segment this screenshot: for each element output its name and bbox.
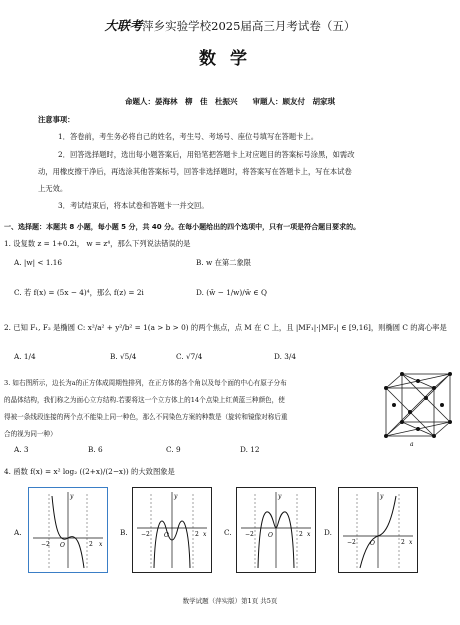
page-footer: 数学试题（萍实版）第1页 共5页 [182,597,278,605]
q3-option-c[interactable]: C. 9 [166,445,181,454]
q2-option-c[interactable]: C. √7/4 [176,352,203,361]
svg-text:−2: −2 [245,531,254,538]
svg-text:O: O [60,542,65,549]
svg-text:−2: −2 [141,531,150,538]
svg-text:−2: −2 [41,541,50,548]
note-2a: 2．回答选择题时，选出每小题答案后，用铅笔把答题卡上对应题目的答案标号涂黑，如需改 [58,150,355,159]
q2-option-a[interactable]: A. 1/4 [14,352,36,361]
q1-option-b[interactable]: B. w 在第二象限 [196,258,252,267]
q1-option-c[interactable]: C. 若 f(x) = (5x − 4)⁴，那么 f(z) = 2i [14,288,144,297]
q3-line-1: 3. 如右图所示，边长为a的正方体成周期性排列，在正方体的各个角以及每个面的中心有原子分布 [4,379,287,387]
svg-text:x: x [203,531,207,538]
authors-line: 命题人：晏海林 柳 佳 杜振兴 审题人：顾友付 胡家琪 [125,97,335,106]
q4-option-b-label[interactable]: B. [120,528,128,537]
subject-title: 数学 [199,49,261,69]
q3-line-4: 合的视为同一种） [4,430,57,438]
fcc-cube-figure [382,370,454,448]
q2-option-b[interactable]: B. √5/4 [110,352,137,361]
svg-text:O: O [268,532,273,539]
note-2b: 动，用橡皮擦干净后，再选涂其他答案标号，回答非选择题时，将答案写在答题卡上，写在本试卷 [38,167,352,176]
q4-option-c-label[interactable]: C. [224,528,232,537]
svg-text:2: 2 [89,541,93,548]
svg-text:x: x [409,539,413,546]
q4-graph-a[interactable] [28,487,108,573]
q3-stem [4,375,382,443]
svg-text:x: x [99,541,103,548]
q3-option-d[interactable]: D. 12 [240,445,260,454]
q3-option-a[interactable]: A. 3 [14,445,29,454]
svg-text:−2: −2 [347,539,356,546]
note-2c: 上无效。 [38,184,68,193]
svg-text:2: 2 [299,531,303,538]
note-1: 1．答卷前，考生务必将自己的姓名，考生号、考场号、座位号填写在答题卡上。 [58,132,319,141]
q4-option-d-label[interactable]: D. [324,528,332,537]
notes-title: 注意事项： [38,115,75,124]
q1-option-a[interactable]: A. |w| < 1.16 [14,258,63,267]
q4-graph-b[interactable] [132,487,212,573]
q4-option-a-label[interactable]: A. [14,528,22,537]
q3-line-2: 的晶体结构，我们称之为面心立方结构.若要将这一个立方体上的14个点染上红黄蓝三种颜色，使 [4,396,285,404]
q1-option-d[interactable]: D. (w̄ − 1/w)/w̄ ∈ Q [196,288,267,297]
q4-graph-c[interactable] [236,487,316,573]
q2-stem: 2. 已知 F₁, F₂ 是椭圆 C: x²/a² + y²/b² = 1(a > b > 0) 的两个焦点，点 M 在 C 上，且 |MF₁|·|MF₂| ∈ [9,16]，则椭圆 C 的离心率是 [4,323,447,332]
section-1-heading: 一、选择题：本题共 8 小题，每小题 5 分，共 40 分。在每小题给出的四个选项中，只有一项是符合题目要求的。 [4,223,361,231]
q1-stem: 1. 设复数 z = 1+0.2i， w = z⁴，那么下列说法错误的是 [4,239,191,248]
cube-edge-label: a [410,441,414,448]
q4-graph-d[interactable] [338,487,418,573]
note-3: 3．考试结束后，将本试卷和答题卡一并交回。 [58,201,209,210]
exam-title: 萍乡实验学校2025届高三月考试卷（五） [142,19,356,33]
q4-stem: 4. 函数 f(x) = x² log₂ ((2+x)/(2−x)) 的大致图象是 [4,467,175,476]
svg-text:2: 2 [195,531,199,538]
svg-text:y: y [174,493,178,500]
svg-text:2: 2 [401,539,405,546]
q3-option-b[interactable]: B. 6 [88,445,103,454]
q2-option-d[interactable]: D. 3/4 [274,352,296,361]
brand-logo: 大联考 [104,18,143,33]
svg-text:x: x [307,531,311,538]
svg-text:O: O [370,540,375,547]
svg-text:y: y [70,493,74,500]
svg-text:y: y [278,493,282,500]
svg-text:y: y [380,493,384,500]
exam-header [0,16,460,34]
q3-line-3: 得被一条线段连接的两个点不能染上同一种色，那么不同染色方案的种数是（旋转和镜像对称后重 [4,413,288,421]
svg-text:O: O [164,532,169,539]
